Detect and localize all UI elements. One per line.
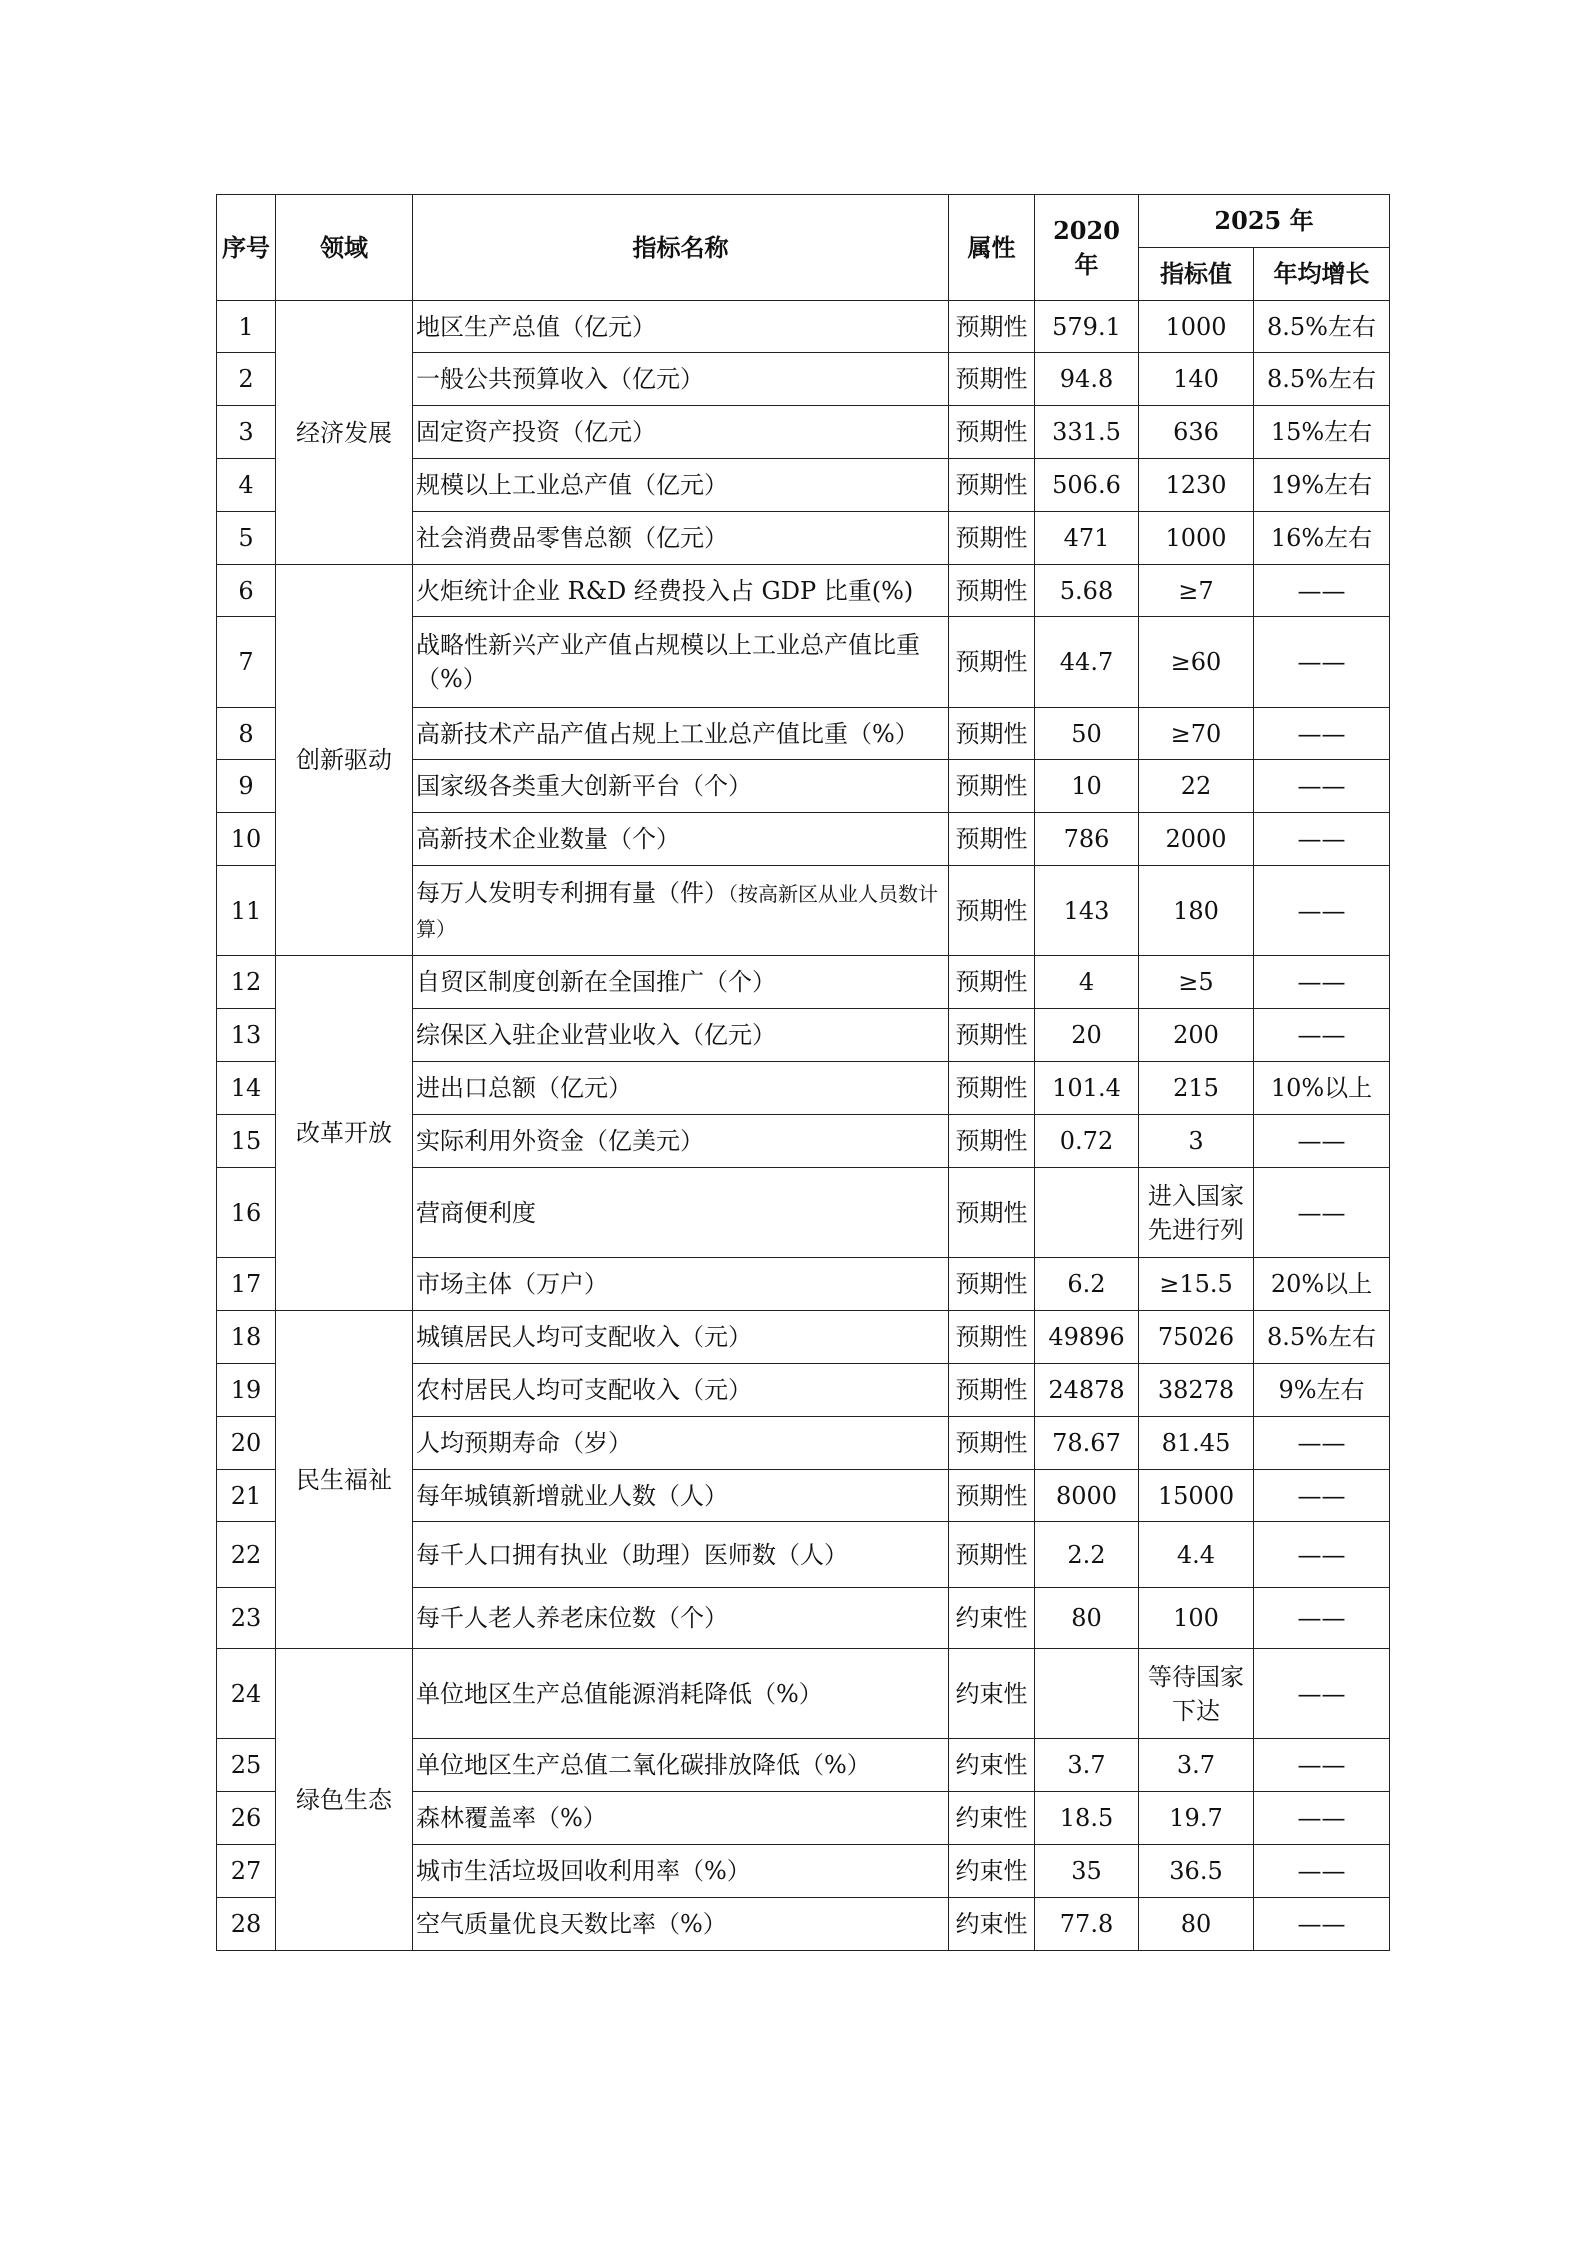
table-row [217, 956, 1390, 1009]
indicator-attribute: 预期性 [949, 565, 1035, 617]
value-2020: 35 [1035, 1845, 1139, 1898]
target-2025: 81.45 [1139, 1417, 1254, 1470]
annual-growth: 8.5%左右 [1254, 1311, 1390, 1364]
indicator-name: 城镇居民人均可支配收入（元） [413, 1311, 949, 1364]
value-2020 [1035, 1649, 1139, 1739]
indicator-attribute: 预期性 [949, 813, 1035, 866]
annual-growth: —— [1254, 1417, 1390, 1470]
annual-growth: —— [1254, 1588, 1390, 1649]
row-number: 27 [217, 1845, 276, 1898]
indicator-attribute: 约束性 [949, 1739, 1035, 1792]
row-number: 24 [217, 1649, 276, 1739]
target-2025: 75026 [1139, 1311, 1254, 1364]
indicator-name: 城市生活垃圾回收利用率（%） [413, 1845, 949, 1898]
target-2025: 19.7 [1139, 1792, 1254, 1845]
target-2025: 80 [1139, 1898, 1254, 1951]
indicator-name: 一般公共预算收入（亿元） [413, 353, 949, 406]
annual-growth: —— [1254, 866, 1390, 956]
value-2020: 80 [1035, 1588, 1139, 1649]
value-2020: 10 [1035, 760, 1139, 813]
row-number: 25 [217, 1739, 276, 1792]
indicator-attribute: 预期性 [949, 1258, 1035, 1311]
indicator-note: （按高新区从业人员数计算） [416, 881, 938, 941]
target-2025: 200 [1139, 1009, 1254, 1062]
header-area: 领域 [276, 195, 413, 301]
area-green: 绿色生态 [276, 1649, 413, 1951]
indicator-attribute: 预期性 [949, 1062, 1035, 1115]
indicator-table [216, 194, 1390, 1951]
row-number: 21 [217, 1470, 276, 1522]
area-reform: 改革开放 [276, 956, 413, 1311]
target-2025: 等待国家下达 [1139, 1649, 1254, 1739]
area-economy: 经济发展 [276, 301, 413, 565]
indicator-attribute: 约束性 [949, 1588, 1035, 1649]
indicator-name: 进出口总额（亿元） [413, 1062, 949, 1115]
annual-growth: —— [1254, 760, 1390, 813]
indicator-attribute: 预期性 [949, 301, 1035, 353]
indicator-attribute: 预期性 [949, 406, 1035, 459]
row-number: 28 [217, 1898, 276, 1951]
annual-growth: 8.5%左右 [1254, 301, 1390, 353]
value-2020: 2.2 [1035, 1522, 1139, 1588]
target-2025: 1230 [1139, 459, 1254, 512]
annual-growth: 20%以上 [1254, 1258, 1390, 1311]
annual-growth: —— [1254, 617, 1390, 708]
row-number: 7 [217, 617, 276, 708]
row-number: 17 [217, 1258, 276, 1311]
annual-growth: —— [1254, 1009, 1390, 1062]
area-livelihood: 民生福祉 [276, 1311, 413, 1649]
value-2020: 5.68 [1035, 565, 1139, 617]
row-number: 9 [217, 760, 276, 813]
row-number: 19 [217, 1364, 276, 1417]
value-2020: 50 [1035, 708, 1139, 760]
row-number: 23 [217, 1588, 276, 1649]
value-2020: 331.5 [1035, 406, 1139, 459]
target-2025: 1000 [1139, 301, 1254, 353]
indicator-name: 每千人老人养老床位数（个） [413, 1588, 949, 1649]
indicator-name: 农村居民人均可支配收入（元） [413, 1364, 949, 1417]
annual-growth: —— [1254, 1898, 1390, 1951]
indicator-name: 地区生产总值（亿元） [413, 301, 949, 353]
indicator-name: 固定资产投资（亿元） [413, 406, 949, 459]
row-number: 8 [217, 708, 276, 760]
header-seq: 序号 [217, 195, 276, 301]
indicator-name-text: 每万人发明专利拥有量（件） [416, 878, 728, 907]
indicator-attribute: 预期性 [949, 1470, 1035, 1522]
area-innovation: 创新驱动 [276, 565, 413, 956]
row-number: 22 [217, 1522, 276, 1588]
indicator-name: 空气质量优良天数比率（%） [413, 1898, 949, 1951]
table-row [217, 1649, 1390, 1739]
annual-growth: —— [1254, 1168, 1390, 1258]
indicator-name: 高新技术企业数量（个） [413, 813, 949, 866]
row-number: 2 [217, 353, 276, 406]
indicator-attribute: 预期性 [949, 1364, 1035, 1417]
row-number: 16 [217, 1168, 276, 1258]
header-target: 指标值 [1139, 248, 1254, 301]
annual-growth: 8.5%左右 [1254, 353, 1390, 406]
row-number: 4 [217, 459, 276, 512]
value-2020: 0.72 [1035, 1115, 1139, 1168]
target-2025: 36.5 [1139, 1845, 1254, 1898]
row-number: 15 [217, 1115, 276, 1168]
indicator-name: 战略性新兴产业产值占规模以上工业总产值比重（%） [413, 617, 949, 708]
row-number: 14 [217, 1062, 276, 1115]
header-2020: 2020 年 [1035, 195, 1139, 301]
indicator-attribute: 预期性 [949, 1522, 1035, 1588]
annual-growth: 16%左右 [1254, 512, 1390, 565]
value-2020: 101.4 [1035, 1062, 1139, 1115]
indicator-name: 自贸区制度创新在全国推广（个） [413, 956, 949, 1009]
target-2025: 38278 [1139, 1364, 1254, 1417]
row-number: 5 [217, 512, 276, 565]
value-2020: 3.7 [1035, 1739, 1139, 1792]
annual-growth: —— [1254, 1115, 1390, 1168]
annual-growth: 9%左右 [1254, 1364, 1390, 1417]
value-2020: 579.1 [1035, 301, 1139, 353]
indicator-attribute: 约束性 [949, 1845, 1035, 1898]
indicator-attribute: 预期性 [949, 1009, 1035, 1062]
indicator-name: 实际利用外资金（亿美元） [413, 1115, 949, 1168]
row-number: 18 [217, 1311, 276, 1364]
annual-growth: —— [1254, 1470, 1390, 1522]
indicator-attribute: 预期性 [949, 1168, 1035, 1258]
target-2025: 180 [1139, 866, 1254, 956]
indicator-name: 人均预期寿命（岁） [413, 1417, 949, 1470]
indicator-attribute: 预期性 [949, 512, 1035, 565]
row-number: 26 [217, 1792, 276, 1845]
header-name: 指标名称 [413, 195, 949, 301]
indicator-attribute: 预期性 [949, 708, 1035, 760]
value-2020: 6.2 [1035, 1258, 1139, 1311]
indicator-attribute: 预期性 [949, 1311, 1035, 1364]
row-number: 12 [217, 956, 276, 1009]
table-row [217, 565, 1390, 617]
row-number: 6 [217, 565, 276, 617]
row-number: 10 [217, 813, 276, 866]
indicator-name: 综保区入驻企业营业收入（亿元） [413, 1009, 949, 1062]
target-2025: 2000 [1139, 813, 1254, 866]
indicator-attribute: 预期性 [949, 956, 1035, 1009]
indicator-name: 单位地区生产总值能源消耗降低（%） [413, 1649, 949, 1739]
row-number: 1 [217, 301, 276, 353]
value-2020: 20 [1035, 1009, 1139, 1062]
indicator-attribute: 预期性 [949, 353, 1035, 406]
value-2020 [1035, 1168, 1139, 1258]
annual-growth: 19%左右 [1254, 459, 1390, 512]
target-2025: 15000 [1139, 1470, 1254, 1522]
table-row [217, 1311, 1390, 1364]
indicator-name: 单位地区生产总值二氧化碳排放降低（%） [413, 1739, 949, 1792]
header-2025: 2025 年 [1139, 195, 1390, 248]
annual-growth: —— [1254, 1522, 1390, 1588]
indicator-attribute: 预期性 [949, 1417, 1035, 1470]
indicator-attribute: 预期性 [949, 760, 1035, 813]
target-2025: 1000 [1139, 512, 1254, 565]
annual-growth: 10%以上 [1254, 1062, 1390, 1115]
value-2020: 78.67 [1035, 1417, 1139, 1470]
annual-growth: —— [1254, 813, 1390, 866]
indicator-attribute: 预期性 [949, 1115, 1035, 1168]
target-2025: 100 [1139, 1588, 1254, 1649]
annual-growth: —— [1254, 1845, 1390, 1898]
row-number: 3 [217, 406, 276, 459]
value-2020: 786 [1035, 813, 1139, 866]
indicator-name: 市场主体（万户） [413, 1258, 949, 1311]
target-2025: ≥7 [1139, 565, 1254, 617]
header-attr: 属性 [949, 195, 1035, 301]
target-2025: ≥70 [1139, 708, 1254, 760]
indicator-attribute: 约束性 [949, 1649, 1035, 1739]
annual-growth: —— [1254, 565, 1390, 617]
value-2020: 94.8 [1035, 353, 1139, 406]
indicator-attribute: 预期性 [949, 866, 1035, 956]
indicator-name: 营商便利度 [413, 1168, 949, 1258]
target-2025: 636 [1139, 406, 1254, 459]
value-2020: 506.6 [1035, 459, 1139, 512]
target-2025: 140 [1139, 353, 1254, 406]
annual-growth: —— [1254, 708, 1390, 760]
indicator-name: 高新技术产品产值占规上工业总产值比重（%） [413, 708, 949, 760]
value-2020: 24878 [1035, 1364, 1139, 1417]
target-2025: ≥15.5 [1139, 1258, 1254, 1311]
indicator-name: 每千人口拥有执业（助理）医师数（人） [413, 1522, 949, 1588]
row-number: 20 [217, 1417, 276, 1470]
value-2020: 44.7 [1035, 617, 1139, 708]
value-2020: 471 [1035, 512, 1139, 565]
annual-growth: —— [1254, 1649, 1390, 1739]
indicator-attribute: 约束性 [949, 1792, 1035, 1845]
indicator-name: 社会消费品零售总额（亿元） [413, 512, 949, 565]
value-2020: 18.5 [1035, 1792, 1139, 1845]
indicator-name: 国家级各类重大创新平台（个） [413, 760, 949, 813]
target-2025: 215 [1139, 1062, 1254, 1115]
target-2025: 22 [1139, 760, 1254, 813]
indicator-name: 每年城镇新增就业人数（人） [413, 1470, 949, 1522]
target-2025: ≥60 [1139, 617, 1254, 708]
table-body [217, 301, 1390, 1951]
annual-growth: 15%左右 [1254, 406, 1390, 459]
value-2020: 4 [1035, 956, 1139, 1009]
value-2020: 49896 [1035, 1311, 1139, 1364]
annual-growth: —— [1254, 1792, 1390, 1845]
indicator-name: 规模以上工业总产值（亿元） [413, 459, 949, 512]
value-2020: 77.8 [1035, 1898, 1139, 1951]
indicator-attribute: 预期性 [949, 459, 1035, 512]
target-2025: ≥5 [1139, 956, 1254, 1009]
annual-growth: —— [1254, 1739, 1390, 1792]
row-number: 11 [217, 866, 276, 956]
target-2025: 3 [1139, 1115, 1254, 1168]
value-2020: 143 [1035, 866, 1139, 956]
indicator-attribute: 约束性 [949, 1898, 1035, 1951]
value-2020: 8000 [1035, 1470, 1139, 1522]
annual-growth: —— [1254, 956, 1390, 1009]
indicator-name: 火炬统计企业 R&D 经费投入占 GDP 比重(%) [413, 565, 949, 617]
row-number: 13 [217, 1009, 276, 1062]
header-growth: 年均增长 [1254, 248, 1390, 301]
target-2025: 3.7 [1139, 1739, 1254, 1792]
target-2025: 4.4 [1139, 1522, 1254, 1588]
indicator-name: 森林覆盖率（%） [413, 1792, 949, 1845]
indicator-name [413, 866, 949, 956]
table-row [217, 301, 1390, 353]
indicator-attribute: 预期性 [949, 617, 1035, 708]
target-2025: 进入国家先进行列 [1139, 1168, 1254, 1258]
